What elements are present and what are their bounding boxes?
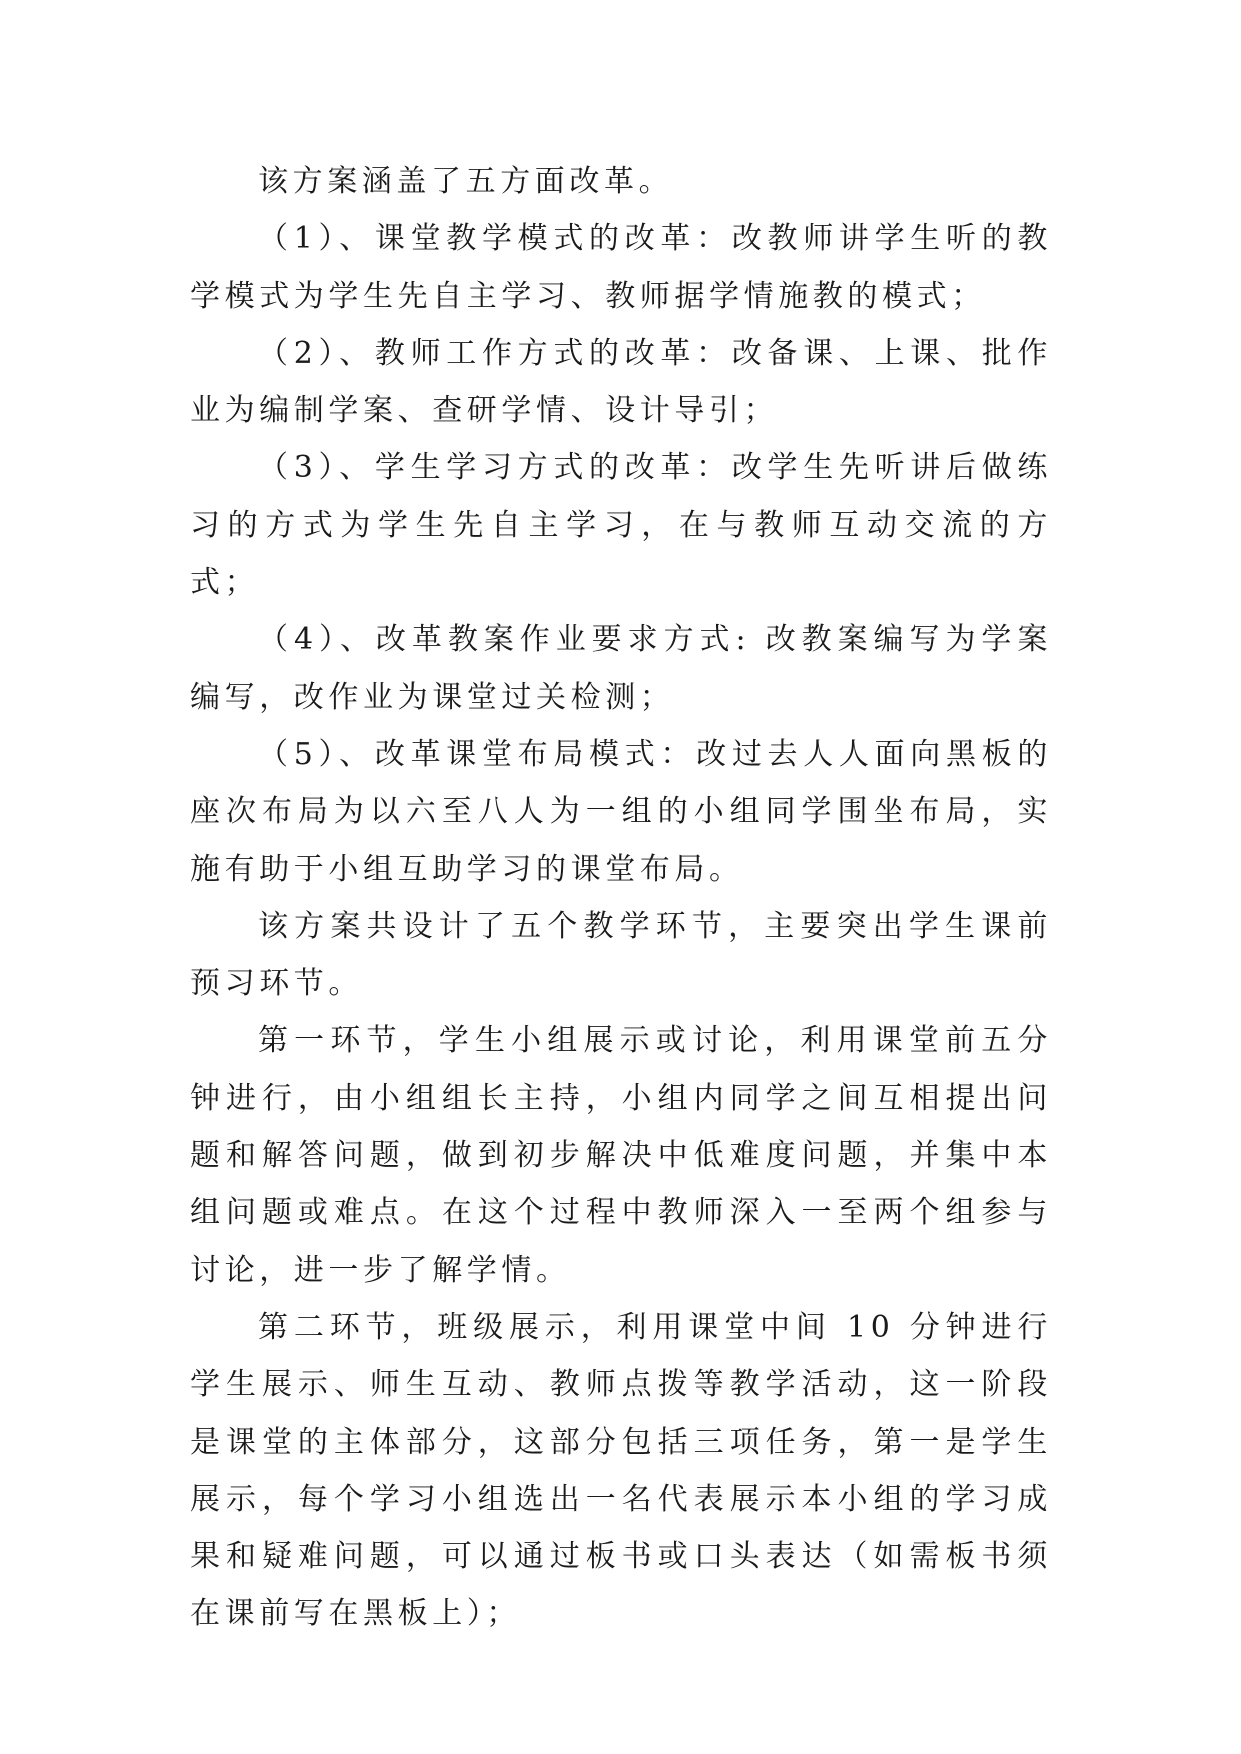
paragraph-reform-4: （4）、改革教案作业要求方式: 改教案编写为学案编写，改作业为课堂过关检测； <box>190 622 1052 715</box>
paragraph-reform-2: （2）、教师工作方式的改革：改备课、上课、批作业为编制学案、查研学情、设计导引； <box>190 335 1052 429</box>
paragraph-reform-1: （1）、课堂教学模式的改革：改教师讲学生听的教学模式为学生先自主学习、教师据学情施教的模式； <box>190 221 1052 314</box>
paragraph-step-2: 第二环节，班级展示，利用课堂中间 10 分钟进行学生展示、师生互动、教师点拨等教学活动，这一阶段是课堂的主体部分，这部分包括三项任务，第一是学生展示，每个学习小组选出一名代表展示本小组的学习成果和疑难问题，可以通过板书或口头表达（如需板书须在课前写在黑板上）； <box>190 1309 1052 1632</box>
document-body <box>190 153 1052 1643</box>
paragraph-intro: 该方案涵盖了五方面改革。 <box>258 164 674 199</box>
paragraph-reform-3: （3）、学生学习方式的改革：改学生先听讲后做练习的方式为学生先自主学习，在与教师互动交流的方式； <box>190 450 1052 601</box>
paragraph-teaching-steps: 该方案共设计了五个教学环节，主要突出学生课前预习环节。 <box>190 908 1052 1002</box>
paragraph-reform-5: （5）、改革课堂布局模式：改过去人人面向黑板的座次布局为以六至八人为一组的小组同学围坐布局，实施有助于小组互助学习的课堂布局。 <box>190 736 1052 887</box>
paragraph-step-1: 第一环节，学生小组展示或讨论，利用课堂前五分钟进行，由小组组长主持，小组内同学之间互相提出问题和解答问题，做到初步解决中低难度问题，并集中本组问题或难点。在这个过程中教师深入一至两个组参与讨论，进一步了解学情。 <box>190 1023 1052 1288</box>
